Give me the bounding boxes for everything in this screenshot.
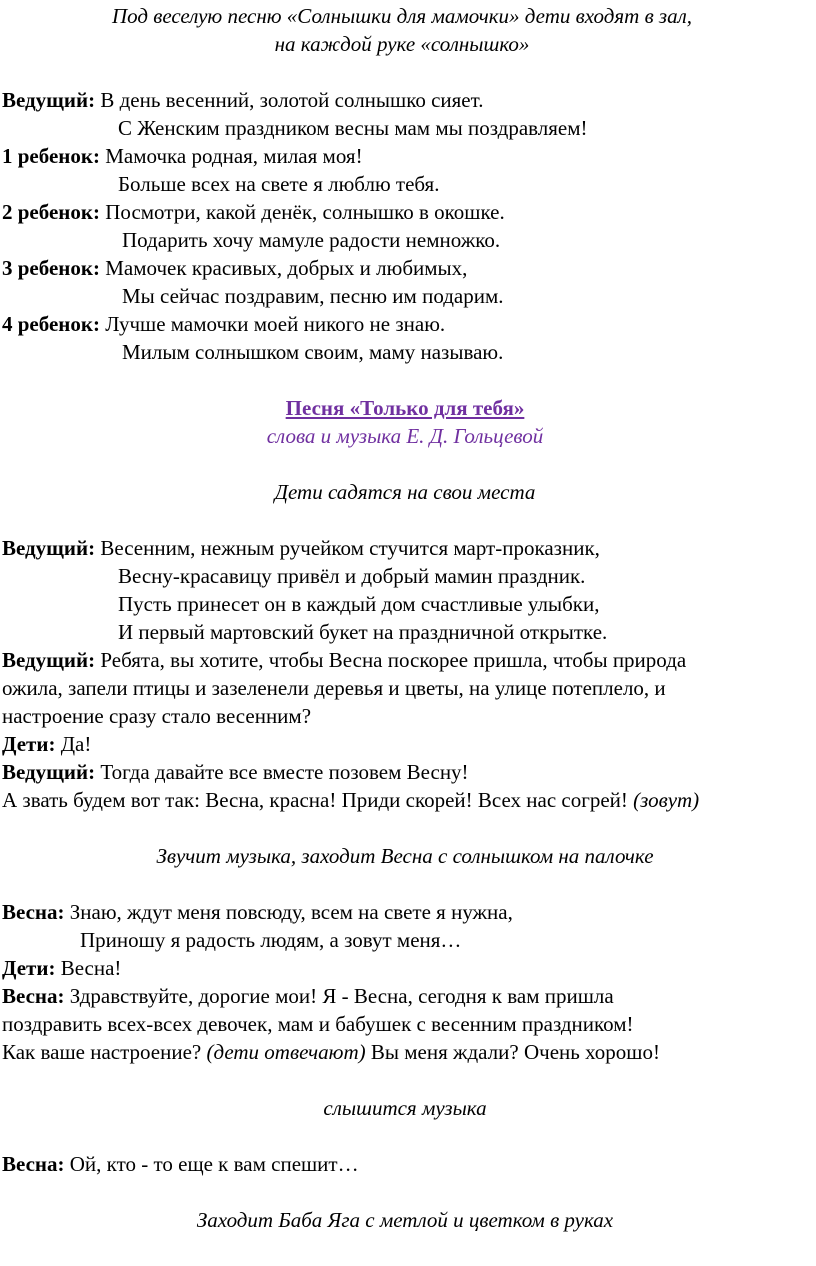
speech-text: Приношу я радость людям, а зовут меня… — [80, 928, 462, 952]
spacer — [2, 1122, 808, 1150]
stage-direction-3: слышится музыка — [323, 1096, 487, 1120]
speech-text: С Женским праздником весны мам мы поздравляем! — [118, 116, 588, 140]
spacer — [2, 1066, 808, 1094]
speech-spring-3 — [2, 1150, 808, 1178]
speech-host-2-cont-2 — [2, 590, 808, 618]
speech-text: А звать будем вот так: Весна, красна! Приди скорей! Всех нас согрей! — [2, 788, 628, 812]
speech-host-1-cont — [2, 114, 808, 142]
speech-child-1-cont — [2, 170, 808, 198]
speaker-label: Дети: — [2, 732, 56, 756]
speaker-label: 4 ребенок: — [2, 312, 100, 336]
speech-kids-1 — [2, 730, 808, 758]
speech-host-3-l2: ожила, запели птицы и зазеленели деревья и цветы, на улице потеплело, и — [2, 676, 666, 700]
speech-child-3-cont — [2, 282, 808, 310]
speech-text: Больше всех на свете я люблю тебя. — [118, 172, 440, 196]
speech-spring-2-l3 — [2, 1038, 808, 1066]
speech-host-3-l3: настроение сразу стало весенним? — [2, 704, 312, 728]
speech-text: Весна! — [60, 956, 122, 980]
speech-child-1 — [2, 142, 808, 170]
spacer — [2, 450, 808, 478]
stage-note: (зовут) — [633, 788, 700, 812]
speech-child-4 — [2, 310, 808, 338]
speaker-label: Весна: — [2, 900, 65, 924]
speech-host-2-cont-1 — [2, 562, 808, 590]
speech-text: Тогда давайте все вместе позовем Весну! — [100, 760, 469, 784]
speech-text: Весенним, нежным ручейком стучится март-проказник, — [100, 536, 600, 560]
speech-kids-2 — [2, 954, 808, 982]
dialogue-block-2 — [2, 534, 808, 814]
stage-note: (дети отвечают) — [206, 1040, 366, 1064]
speech-text: Лучше мамочки моей никого не знаю. — [105, 312, 446, 336]
speech-text: Ребята, вы хотите, чтобы Весна поскорее пришла, чтобы природа — [100, 648, 687, 672]
speech-text: Мамочек красивых, добрых и любимых, — [105, 256, 468, 280]
speech-spring-1 — [2, 898, 808, 926]
spacer — [2, 870, 808, 898]
speech-text: Вы меня ждали? Очень хорошо! — [370, 1040, 660, 1064]
speaker-label: Ведущий: — [2, 536, 96, 560]
speaker-label: 1 ребенок: — [2, 144, 100, 168]
speech-text: Здравствуйте, дорогие мои! Я - Весна, сегодня к вам пришла — [69, 984, 614, 1008]
spacer — [2, 366, 808, 394]
stage-direction-4: Заходит Баба Яга с метлой и цветком в руках — [196, 1208, 614, 1232]
speech-text: Да! — [60, 732, 92, 756]
spacer — [2, 506, 808, 534]
speech-text: Ой, кто - то еще к вам спешит… — [69, 1152, 359, 1176]
speech-text: Мамочка родная, милая моя! — [105, 144, 363, 168]
speech-text: Посмотри, какой денёк, солнышко в окошке. — [105, 200, 505, 224]
intro-line-2: на каждой руке «солнышко» — [274, 32, 530, 56]
speech-host-2-cont-3 — [2, 618, 808, 646]
speaker-label: Ведущий: — [2, 88, 96, 112]
stage-direction-1: Дети садятся на свои места — [274, 480, 536, 504]
dialogue-block-4 — [2, 1150, 808, 1178]
speech-text: Пусть принесет он в каждый дом счастливые улыбки, — [118, 592, 600, 616]
speech-spring-2 — [2, 982, 808, 1010]
speaker-label: Весна: — [2, 1152, 65, 1176]
speaker-label: Весна: — [2, 984, 65, 1008]
speech-spring-2-l2: поздравить всех-всех девочек, мам и бабушек с весенним праздником! — [2, 1012, 634, 1036]
speech-text: Милым солнышком своим, маму называю. — [122, 340, 504, 364]
speech-text: Мы сейчас поздравим, песню им подарим. — [122, 284, 504, 308]
speech-child-3 — [2, 254, 808, 282]
song-title: Песня «Только для тебя» — [285, 396, 525, 420]
speech-text: Весну-красавицу привёл и добрый мамин праздник. — [118, 564, 586, 588]
stage-direction-2: Звучит музыка, заходит Весна с солнышком на палочке — [156, 844, 654, 868]
speech-host-1 — [2, 86, 808, 114]
speech-text: В день весенний, золотой солнышко сияет. — [100, 88, 484, 112]
speech-text: Знаю, ждут меня повсюду, всем на свете я нужна, — [69, 900, 513, 924]
speech-host-4 — [2, 758, 808, 786]
speech-child-4-cont — [2, 338, 808, 366]
dialogue-block-3 — [2, 898, 808, 1066]
speech-child-2 — [2, 198, 808, 226]
speech-text: И первый мартовский букет на праздничной открытке. — [118, 620, 608, 644]
speaker-label: 2 ребенок: — [2, 200, 100, 224]
speech-host-2 — [2, 534, 808, 562]
dialogue-block-1 — [2, 86, 808, 366]
speech-child-2-cont — [2, 226, 808, 254]
speech-text: Подарить хочу мамуле радости немножко. — [122, 228, 501, 252]
spacer — [2, 58, 808, 86]
speaker-label: Дети: — [2, 956, 56, 980]
speech-spring-1-cont — [2, 926, 808, 954]
speaker-label: Ведущий: — [2, 760, 96, 784]
speech-text: Как ваше настроение? — [2, 1040, 202, 1064]
speech-host-3 — [2, 646, 808, 674]
speaker-label: 3 ребенок: — [2, 256, 100, 280]
speech-call — [2, 786, 808, 814]
spacer — [2, 814, 808, 842]
spacer — [2, 1178, 808, 1206]
song-credit: слова и музыка Е. Д. Гольцевой — [266, 424, 544, 448]
speaker-label: Ведущий: — [2, 648, 96, 672]
intro-line-1: Под веселую песню «Солнышки для мамочки» дети входят в зал, — [111, 4, 693, 28]
